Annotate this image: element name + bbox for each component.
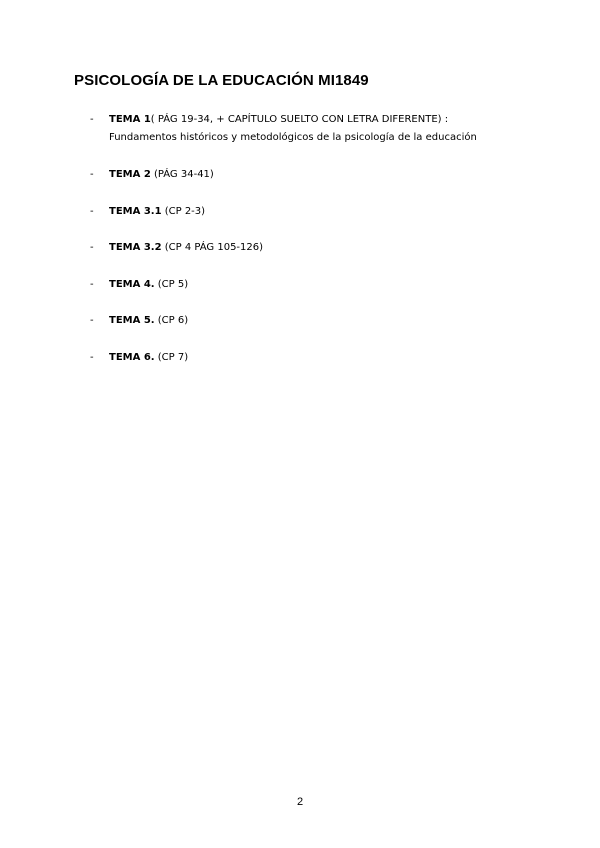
topic-item-1 <box>90 111 560 147</box>
topic-name: TEMA 3.1 <box>109 205 162 217</box>
bullet-dash: - <box>90 169 94 180</box>
topic-item-5 <box>90 312 560 330</box>
topic-name: TEMA 5. <box>109 315 155 326</box>
bullet-dash: - <box>90 278 94 290</box>
topic-detail: (CP 6) <box>154 315 189 326</box>
topic-detail: (CP 4 PÁG 105-126) <box>161 242 264 253</box>
bullet-dash: - <box>90 242 94 253</box>
topic-name: TEMA 2 <box>109 169 151 180</box>
topic-name: TEMA 6. <box>109 351 155 363</box>
topic-detail: (CP 7) <box>154 351 189 363</box>
topic-list <box>90 111 560 385</box>
topic-item-2 <box>90 166 560 184</box>
bullet-dash: - <box>90 351 94 363</box>
topic-item-4 <box>90 276 560 294</box>
topic-name: TEMA 4. <box>109 278 155 290</box>
topic-item-6 <box>90 349 560 367</box>
topic-name: TEMA 1 <box>109 114 151 125</box>
topic-item-3-2 <box>90 239 560 257</box>
bullet-dash: - <box>90 114 94 125</box>
page-number: 2 <box>296 796 304 808</box>
topic-detail: (PÁG 34-41) <box>150 169 214 180</box>
bullet-dash: - <box>90 315 94 326</box>
topic-detail: (CP 2-3) <box>161 205 206 217</box>
topic-detail: (CP 5) <box>154 278 189 290</box>
bullet-dash: - <box>90 205 94 217</box>
topic-name: TEMA 3.2 <box>109 242 162 253</box>
topic-item-3-1 <box>90 203 560 221</box>
topic-description: Fundamentos históricos y metodológicos de la psicología de la educación <box>109 132 477 143</box>
page-title: PSICOLOGÍA DE LA EDUCACIÓN MI1849 <box>74 72 369 89</box>
topic-detail: ( PÁG 19-34, + CAPÍTULO SUELTO CON LETRA DIFERENTE) : <box>150 114 449 125</box>
